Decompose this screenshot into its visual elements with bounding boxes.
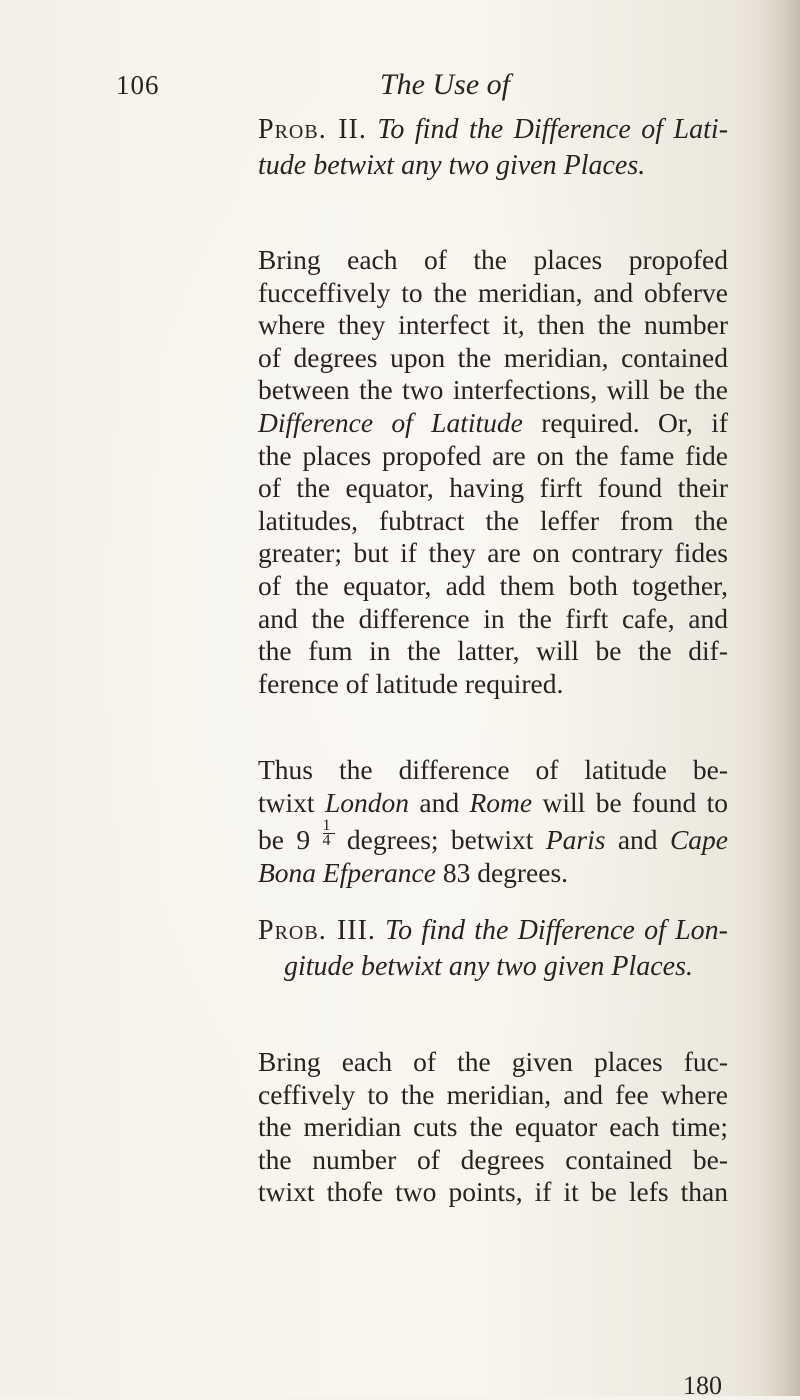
text-line: Bring each of the places propofed [258, 244, 728, 275]
text-line: be 9 $\frac{1}{4}$ degrees; betwixt Paris and Cape [258, 817, 728, 856]
text-line: fucceffively to the meridian, and obferve [258, 276, 728, 308]
text-line: of degrees upon the meridian, contained [258, 341, 728, 373]
place-bona-efperance: Bona Efperance [258, 856, 436, 888]
text-line: Difference of Latitude required. Or, if [258, 406, 728, 438]
text-line: the fum in the latter, will be the dif- [258, 635, 728, 667]
prob2-heading-2 [258, 150, 646, 183]
text-line: between the two interfections, will be the [258, 374, 728, 406]
fraction-quarter: $\frac{1}{4}$ [323, 819, 335, 848]
text-line: twixt thofe two points, if it be lefs than [258, 1176, 728, 1208]
text-line: of the equator, having firft found their [258, 472, 728, 504]
place-london: London [324, 786, 409, 818]
place-rome: Rome [469, 786, 533, 818]
prob3-title-2: gitude betwixt any two given Places. [284, 951, 694, 982]
text-line: Bona Efperance 83 degrees. [258, 856, 569, 888]
text-line: and the difference in the firft cafe, and [258, 602, 728, 634]
catchword: 180 [683, 1371, 722, 1400]
place-paris: Paris [545, 824, 606, 856]
text-line: ference of latitude required. [258, 667, 564, 699]
term-difference-of-latitude: Difference of Latitude [258, 406, 523, 438]
prob3-title-1: To find the Difference of Lon- [385, 915, 728, 946]
prob2-paragraph-2 [258, 754, 728, 889]
prob2-label: Prob. II. [258, 114, 367, 145]
text-line: the places propofed are on the fame fide [258, 439, 728, 471]
prob3-paragraph-1 [258, 1046, 728, 1209]
prob2-title-2: tude betwixt any two given Places. [258, 150, 646, 181]
text-line: greater; but if they are on contrary fides [258, 537, 728, 569]
page-number: 106 [116, 70, 160, 100]
text-line: ceffively to the meridian, and fee where [258, 1078, 728, 1110]
place-cape: Cape [669, 824, 728, 856]
text-line: twixt London and Rome will be found to [258, 786, 728, 818]
prob2-title-1: To find the Difference of Lati- [377, 114, 729, 145]
prob3-label: Prob. III. [258, 915, 376, 946]
text-line: Thus the difference of latitude be- [258, 754, 728, 785]
prob2-heading [258, 114, 728, 147]
prob3-heading [258, 915, 728, 948]
running-title: The Use of [380, 68, 510, 101]
text-line: where they interfect it, then the number [258, 309, 728, 341]
text-line: the number of degrees contained be- [258, 1143, 728, 1175]
text-line: of the equator, add them both together, [258, 569, 728, 601]
prob3-heading-2 [284, 951, 694, 984]
text-line: Bring each of the given places fuc- [258, 1046, 728, 1077]
prob2-heading-line-1 [258, 114, 728, 147]
page-edge-shadow [762, 0, 800, 1396]
text-line: latitudes, fubtract the leffer from the [258, 504, 728, 536]
prob3-heading-line-1 [258, 915, 728, 948]
prob2-paragraph-1 [258, 244, 728, 700]
text-line: the meridian cuts the equator each time; [258, 1111, 728, 1143]
